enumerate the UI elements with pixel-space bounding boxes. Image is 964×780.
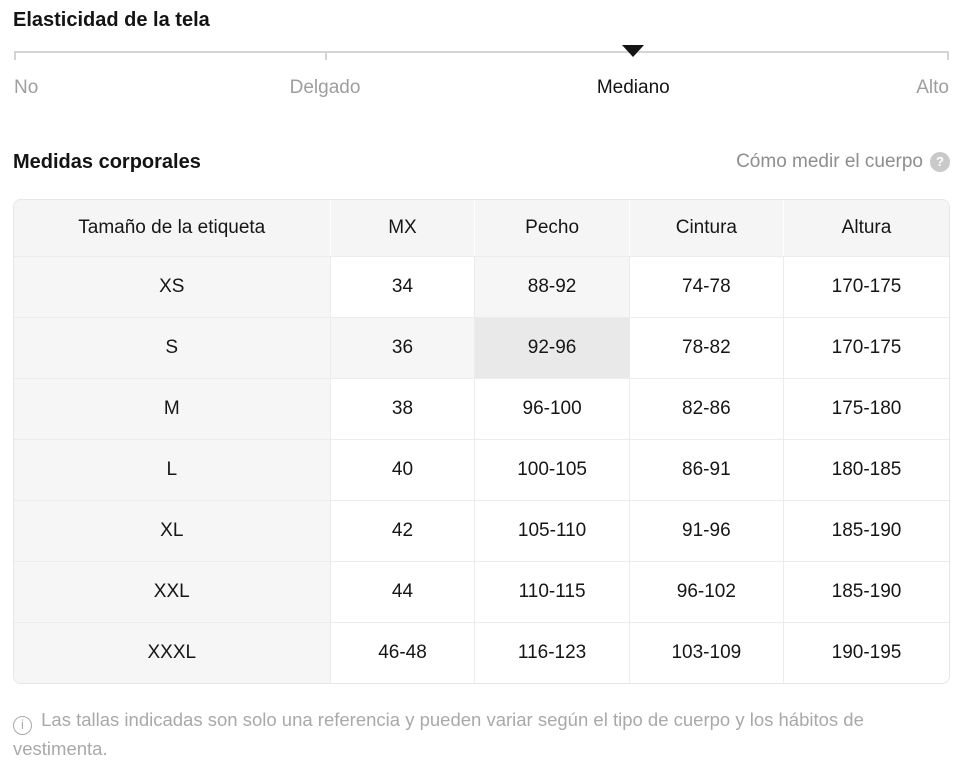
elasticity-marker-triangle-icon [622, 45, 644, 57]
size-table-container [13, 199, 950, 684]
size-label-cell: XS [14, 256, 330, 317]
table-row-l [14, 439, 949, 500]
measurement-cell: 78-82 [629, 317, 783, 378]
question-mark-icon[interactable]: ? [930, 152, 950, 172]
measurement-cell: 185-190 [783, 561, 949, 622]
measurement-cell: 74-78 [629, 256, 783, 317]
measurement-cell: 175-180 [783, 378, 949, 439]
measurement-cell: 34 [330, 256, 475, 317]
column-header-label-size: Tamaño de la etiqueta [14, 200, 330, 256]
how-to-measure-link[interactable] [736, 150, 950, 174]
scale-tick [325, 51, 327, 60]
measurement-cell: 82-86 [629, 378, 783, 439]
info-icon: i [13, 716, 32, 735]
column-header-mx: MX [330, 200, 475, 256]
table-row-s [14, 317, 949, 378]
size-label-cell: M [14, 378, 330, 439]
measurement-cell: 100-105 [475, 439, 629, 500]
body-measurements-title: Medidas corporales [13, 151, 201, 173]
measurement-cell: 44 [330, 561, 475, 622]
size-label-cell: XL [14, 500, 330, 561]
measurement-cell: 116-123 [475, 622, 629, 683]
measurement-cell: 170-175 [783, 317, 949, 378]
measurement-cell: 40 [330, 439, 475, 500]
size-disclaimer [13, 706, 869, 763]
measurement-cell: 88-92 [475, 256, 629, 317]
elasticity-labels [13, 76, 950, 100]
table-row-xs [14, 256, 949, 317]
table-row-xl [14, 500, 949, 561]
elasticity-level-delgado: Delgado [289, 77, 361, 98]
size-label-cell: L [14, 439, 330, 500]
measurement-cell: 96-102 [629, 561, 783, 622]
table-row-xxl [14, 561, 949, 622]
measurement-cell: 38 [330, 378, 475, 439]
measurement-cell: 190-195 [783, 622, 949, 683]
measurement-cell: 180-185 [783, 439, 949, 500]
measurement-cell: 91-96 [629, 500, 783, 561]
elasticity-scale [13, 32, 950, 102]
measurement-cell: 92-96 [475, 317, 629, 378]
size-label-cell: XXXL [14, 622, 330, 683]
measurement-cell: 185-190 [783, 500, 949, 561]
measurement-cell: 110-115 [475, 561, 629, 622]
how-to-measure-label: Cómo medir el cuerpo [736, 151, 923, 172]
measurement-cell: 86-91 [629, 439, 783, 500]
elasticity-level-no: No [14, 77, 39, 98]
elasticity-level-alto: Alto [916, 77, 949, 98]
table-row-m [14, 378, 949, 439]
measurement-cell: 105-110 [475, 500, 629, 561]
measurement-cell: 170-175 [783, 256, 949, 317]
scale-tick [14, 51, 16, 60]
column-header-waist: Cintura [629, 200, 783, 256]
scale-tick [947, 51, 949, 60]
measurements-heading-row [13, 150, 950, 174]
column-header-height: Altura [783, 200, 949, 256]
measurement-cell: 46-48 [330, 622, 475, 683]
size-table [14, 200, 949, 683]
elasticity-scale-track [14, 51, 949, 53]
measurement-cell: 103-109 [629, 622, 783, 683]
size-label-cell: S [14, 317, 330, 378]
measurement-cell: 42 [330, 500, 475, 561]
table-row-xxxl [14, 622, 949, 683]
table-header-row [14, 200, 949, 256]
size-disclaimer-text: Las tallas indicadas son solo una referencia y pueden variar según el tipo de cuerpo y los hábitos de vestimenta. [13, 709, 864, 759]
size-label-cell: XXL [14, 561, 330, 622]
fabric-elasticity-title: Elasticidad de la tela [13, 9, 210, 31]
elasticity-level-mediano-selected: Mediano [596, 77, 670, 98]
measurement-cell: 96-100 [475, 378, 629, 439]
measurement-cell: 36 [330, 317, 475, 378]
column-header-chest: Pecho [475, 200, 629, 256]
